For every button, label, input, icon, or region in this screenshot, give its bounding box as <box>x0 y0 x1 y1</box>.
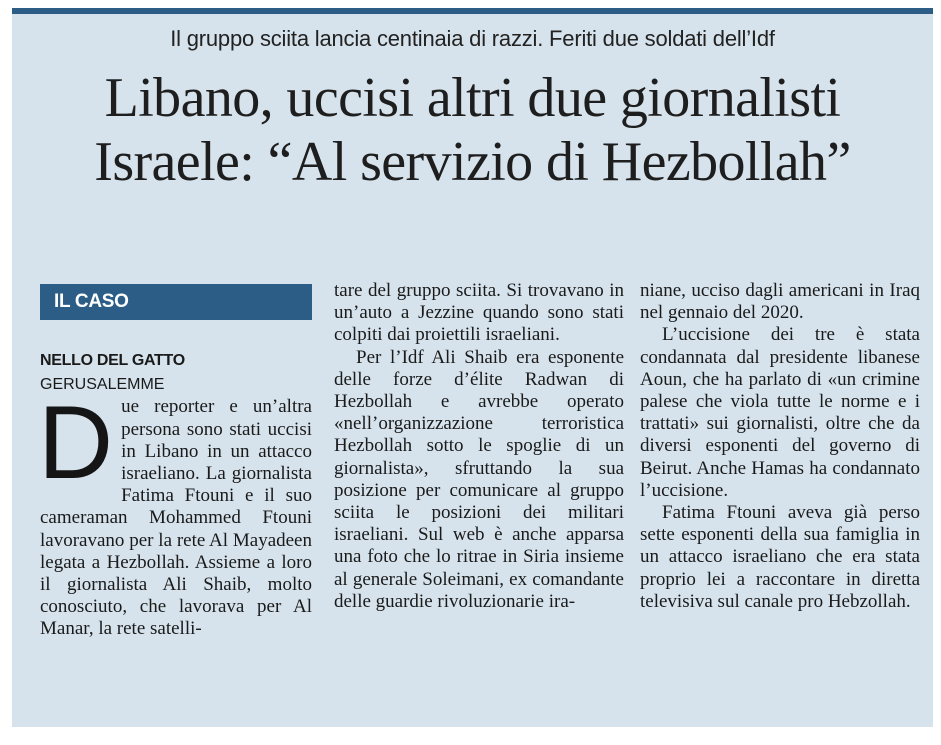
column-2 <box>334 280 624 613</box>
headline-line-2: Israele: “Al servizio di Hezbollah” <box>94 131 851 193</box>
column-3 <box>640 280 920 613</box>
article-paragraph-2: tare del gruppo sciita. Si trovavano in un’auto a Jezzine quando sono stati colpiti dai proiettili israeliani. <box>334 280 624 346</box>
headline-line-1: Libano, uccisi altri due giornalisti <box>104 67 841 129</box>
author-byline: NELLO DEL GATTO <box>40 352 185 369</box>
article-paragraph-5: L’uccisione dei tre è stata condannata dal presidente libanese Aoun, che ha parlato di «un crimine palese che viola tutte le norme e i trattati» sui giornalisti, oltre che da diversi esponenti del governo di Beirut. Anche Hamas ha condannato l’uccisione. <box>640 324 920 501</box>
article-paragraph-4: niane, ucciso dagli americani in Iraq nel gennaio del 2020. <box>640 280 920 324</box>
headline <box>12 66 933 194</box>
drop-cap: D <box>38 385 114 502</box>
dateline-location: GERUSALEMME <box>40 376 165 394</box>
section-badge: IL CASO <box>40 284 312 320</box>
column-1 <box>40 284 312 641</box>
article-paragraph-1-text: ue reporter e un’altra persona sono stati uccisi in Libano in un attacco israeliano. La giornalista Fatima Ftouni e il suo cameraman Mohammed Ftouni lavoravano per la rete Al Mayadeen legata a Hezbollah. Assieme a loro il giornalista Ali Shaib, molto conosciuto, che lavorava per Al Manar, la rete satelli- <box>40 396 312 640</box>
newspaper-clipping <box>12 8 933 727</box>
article-paragraph-6: Fatima Ftouni aveva già perso sette esponenti della sua famiglia in un attacco israeliano che era stata proprio lei a raccontare in diretta televisiva sul canale pro Hebzollah. <box>640 502 920 612</box>
kicker: Il gruppo sciita lancia centinaia di razzi. Feriti due soldati dell’Idf <box>170 26 775 51</box>
article-paragraph-3: Per l’Idf Ali Shaib era esponente delle forze d’élite Radwan di Hezbollah e avrebbe operato «nell’organizzazione terroristica Hezbollah sotto le spoglie di un giornalista», sfruttando la sua posizione per comunicare al gruppo sciita le posizioni dei militari israeliani. Sul web è anche apparsa una foto che lo ritrae in Siria insieme al generale Soleimani, ex comandante delle guardie rivoluzionarie ira- <box>334 346 624 612</box>
